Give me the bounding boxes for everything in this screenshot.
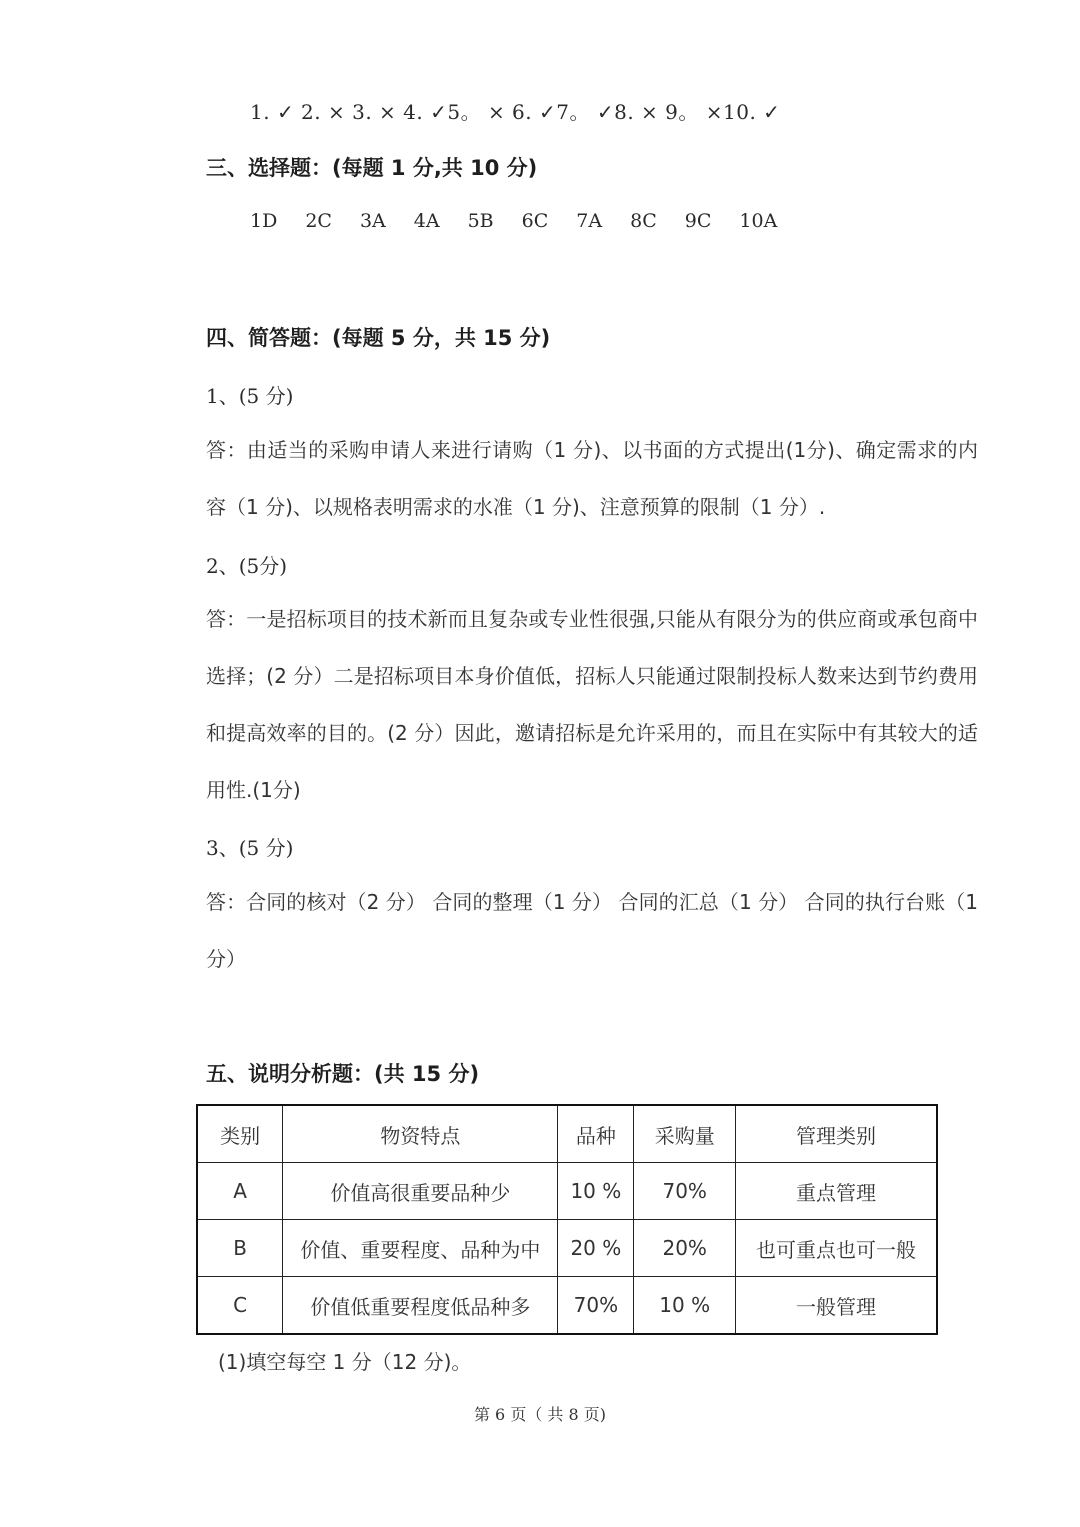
table-cell: 20 % [558,1220,634,1277]
choice-answer: 5B [467,210,494,232]
choice-answer: 10A [739,210,778,232]
table-cell: 70% [634,1163,736,1220]
table-cell: C [197,1277,283,1335]
scoring-note: (1)填空每空 1 分（12 分)。 [218,1350,472,1374]
q3-answer: 答：合同的核对（2 分） 合同的整理（1 分） 合同的汇总（1 分） 合同的执行台账（1 分） [206,890,978,971]
q2-answer: 答：一是招标项目的技术新而且复杂或专业性很强,只能从有限分为的供应商或承包商中选择；(2 分）二是招标项目本身价值低，招标人只能通过限制投标人数来达到节约费用和提高效率的目的。(2 分）因此，邀请招标是允许采用的，而且在实际中有其较大的适用性.(1分) [206,607,978,802]
choice-answer: 4A [413,210,440,232]
choice-answer: 8C [630,210,657,232]
choice-answer: 3A [359,210,386,232]
table-cell: 20% [634,1220,736,1277]
table-header-cell: 采购量 [634,1105,736,1163]
table-cell: 70% [558,1277,634,1335]
q3-label: 3、(5 分) [206,836,294,860]
table-cell: B [197,1220,283,1277]
table-header-cell: 管理类别 [736,1105,937,1163]
table-row [197,1163,937,1220]
section3-heading: 三、选择题：(每题 1 分,共 10 分) [206,156,538,180]
table-cell: 重点管理 [736,1163,937,1220]
true-false-answers: 1. ✓ 2. × 3. × 4. ✓5。 × 6. ✓7。 ✓8. × 9。 ×10. ✓ [250,100,781,124]
choice-answers [250,210,805,232]
table-cell: 价值、重要程度、品种为中 [283,1220,558,1277]
choice-answer: 2C [305,210,332,232]
table-header-row [197,1105,937,1163]
table-header-cell: 品种 [558,1105,634,1163]
q1-label: 1、(5 分) [206,384,294,408]
table-cell: 10 % [634,1277,736,1335]
table-header-cell: 物资特点 [283,1105,558,1163]
table-cell: 10 % [558,1163,634,1220]
section4-heading: 四、简答题：(每题 5 分，共 15 分) [206,326,551,350]
table-cell: 也可重点也可一般 [736,1220,937,1277]
table-cell: A [197,1163,283,1220]
choice-answer: 9C [684,210,712,232]
q2-label: 2、(5分) [206,554,288,578]
choice-answer: 6C [521,210,549,232]
section5-heading: 五、说明分析题：(共 15 分) [206,1062,480,1086]
page-footer: 第 6 页（ 共 8 页) [473,1405,607,1424]
table-cell: 价值高很重要品种少 [283,1163,558,1220]
choice-answer: 7A [576,210,603,232]
choice-answer: 1D [250,210,278,232]
abc-classification-table [196,1104,938,1335]
q1-answer: 答：由适当的采购申请人来进行请购（1 分)、以书面的方式提出(1分)、确定需求的内容（1 分)、以规格表明需求的水准（1 分)、注意预算的限制（1 分）. [206,438,978,519]
table-row [197,1220,937,1277]
table-row [197,1277,937,1335]
table-header-cell: 类别 [197,1105,283,1163]
table-cell: 价值低重要程度低品种多 [283,1277,558,1335]
table-cell: 一般管理 [736,1277,937,1335]
